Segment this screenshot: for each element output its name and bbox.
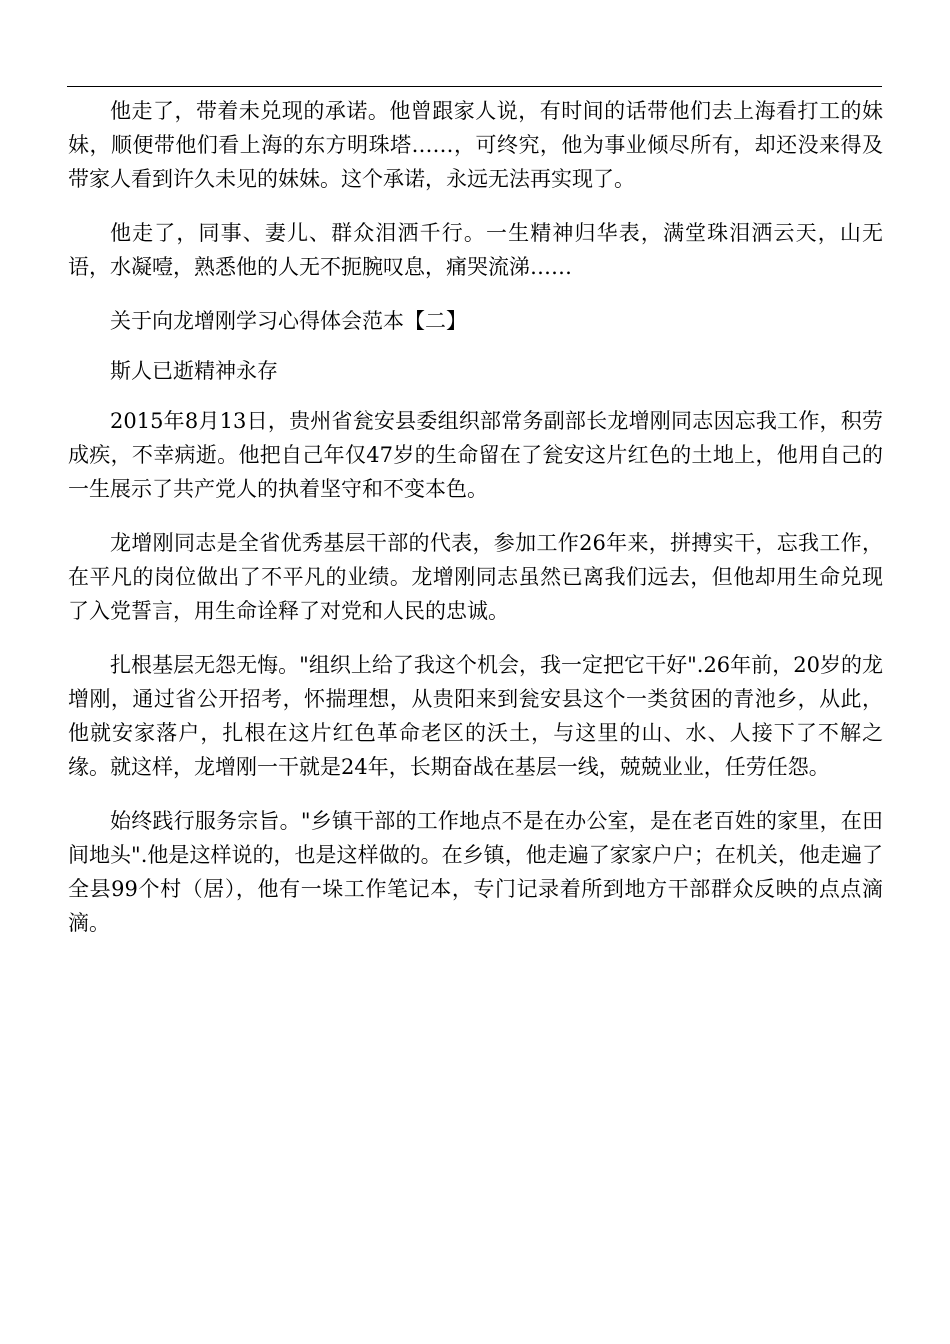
paragraph-unfulfilled-promise: 他走了，带着未兑现的承诺。他曾跟家人说，有时间的话带他们去上海看打工的妹妹，顺便带他们看上海的东方明珠塔……，可终究，他为事业倾尽所有，却还没来得及带家人看到许久未见的妹妹。这个承诺，永远无法再实现了。	[68, 99, 883, 191]
section-subtitle: 斯人已逝精神永存	[110, 359, 278, 383]
paragraph-introduction: 2015年8月13日，贵州省瓮安县委组织部常务副部长龙增刚同志因忘我工作，积劳成疾，不幸病逝。他把自己年仅47岁的生命留在了瓮安这片红色的土地上，他用自己的一生展示了共产党人的执着坚守和不变本色。	[68, 409, 883, 501]
paragraph-service: 始终践行服务宗旨。"乡镇干部的工作地点不是在办公室，是在老百姓的家里，在田间地头".他是这样说的，也是这样做的。在乡镇，他走遍了家家户户；在机关，他走遍了全县99个村（居），他有一垛工作笔记本，专门记录着所到地方干部群众反映的点点滴滴。	[68, 809, 883, 935]
document-body	[68, 94, 883, 960]
paragraph-grassroots: 扎根基层无怨无悔。"组织上给了我这个机会，我一定把它干好".26年前，20岁的龙增刚，通过省公开招考，怀揣理想，从贵阳来到瓮安县这个一类贫困的青池乡，从此，他就安家落户，扎根在这片红色革命老区的沃土，与这里的山、水、人接下了不解之缘。就这样，龙增刚一干就是24年，长期奋战在基层一线，兢兢业业，任劳任怨。	[68, 653, 883, 779]
paragraph-mourning: 他走了，同事、妻儿、群众泪洒千行。一生精神归华表，满堂珠泪洒云天，山无语，水凝噎，熟悉他的人无不扼腕叹息，痛哭流涕……	[68, 221, 883, 279]
paragraph-representative: 龙增刚同志是全省优秀基层干部的代表，参加工作26年来，拼搏实干，忘我工作，在平凡的岗位做出了不平凡的业绩。龙增刚同志虽然已离我们远去，但他却用生命兑现了入党誓言，用生命诠释了对党和人民的忠诚。	[68, 531, 883, 623]
section-heading: 关于向龙增刚学习心得体会范本【二】	[110, 309, 467, 333]
header-rule	[67, 86, 882, 87]
